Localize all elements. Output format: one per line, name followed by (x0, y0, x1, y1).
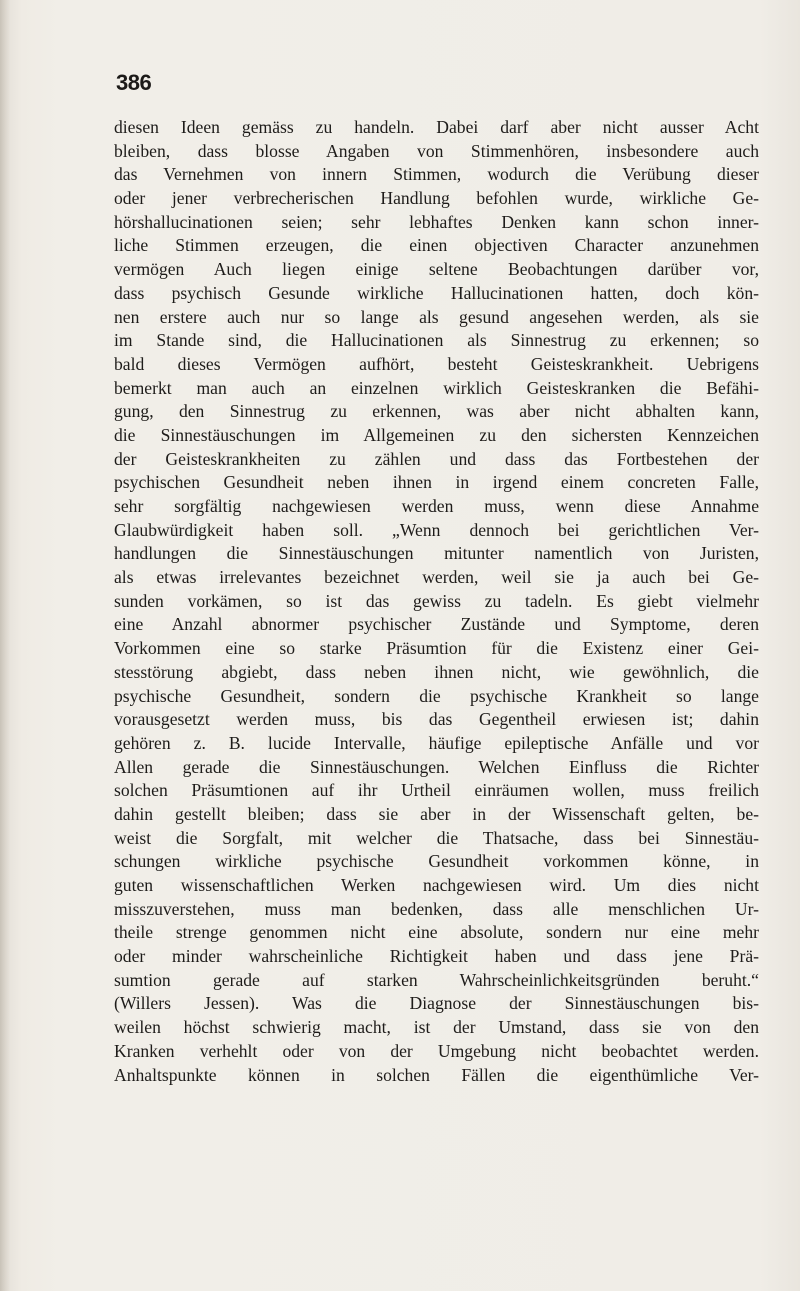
text-line: vorausgesetzt werden muss, bis das Gegentheil erwiesen ist; dahin (114, 709, 759, 730)
text-line: solchen Präsumtionen auf ihr Urtheil einräumen wollen, muss freilich (114, 780, 759, 801)
text-line: diesen Ideen gemäss zu handeln. Dabei darf aber nicht ausser Acht (114, 117, 759, 137)
body-text (114, 116, 759, 1087)
text-line: guten wissenschaftlichen Werken nachgewiesen wird. Um dies nicht (114, 875, 759, 895)
text-line: bemerkt man auch an einzelnen wirklich Geisteskranken die Befähi- (114, 377, 759, 398)
text-line: Anhaltspunkte können in solchen Fällen die eigenthümliche Ver- (114, 1064, 759, 1085)
text-line: vermögen Auch liegen einige seltene Beobachtungen darüber vor, (114, 259, 759, 280)
text-line: gehören z. B. lucide Intervalle, häufige epileptische Anfälle und vor (114, 732, 759, 753)
text-line: sunden vorkämen, so ist das gewiss zu tadeln. Es giebt vielmehr (114, 590, 759, 611)
text-line: hörshallucinationen seien; sehr lebhaftes Denken kann schon inner- (114, 211, 759, 232)
text-line: gung, den Sinnestrug zu erkennen, was aber nicht abhalten kann, (114, 401, 759, 422)
text-line: im Stande sind, die Hallucinationen als Sinnestrug zu erkennen; so (114, 330, 759, 351)
text-line: Allen gerade die Sinnestäuschungen. Welchen Einfluss die Richter (114, 756, 759, 777)
text-line: Glaubwürdigkeit haben soll. „Wenn dennoch bei gerichtlichen Ver- (114, 519, 759, 540)
text-line: psychischen Gesundheit neben ihnen in irgend einem concreten Falle, (114, 472, 759, 493)
text-line: weilen höchst schwierig macht, ist der Umstand, dass sie von den (114, 1017, 759, 1038)
text-line: handlungen die Sinnestäuschungen mitunter namentlich von Juristen, (114, 543, 759, 564)
text-line: psychische Gesundheit, sondern die psychische Krankheit so lange (114, 685, 759, 706)
text-line: weist die Sorgfalt, mit welcher die Thatsache, dass bei Sinnestäu- (114, 827, 759, 848)
text-line: das Vernehmen von innern Stimmen, wodurch die Verübung dieser (114, 164, 759, 185)
text-line: oder minder wahrscheinliche Richtigkeit haben und dass jene Prä- (114, 946, 759, 967)
text-line: sehr sorgfältig nachgewiesen werden muss, wenn diese Annahme (114, 496, 759, 516)
text-line: (Willers Jessen). Was die Diagnose der Sinnestäuschungen bis- (114, 993, 759, 1014)
text-line: die Sinnestäuschungen im Allgemeinen zu den sichersten Kennzeichen (114, 424, 759, 445)
text-line: eine Anzahl abnormer psychischer Zustände und Symptome, deren (114, 614, 759, 635)
text-line: als etwas irrelevantes bezeichnet werden, weil sie ja auch bei Ge- (114, 567, 759, 588)
text-line: Kranken verhehlt oder von der Umgebung nicht beobachtet werden. (114, 1040, 759, 1061)
text-line: dass psychisch Gesunde wirkliche Hallucinationen hatten, doch kön- (114, 282, 759, 303)
text-line: oder jener verbrecherischen Handlung befohlen wurde, wirkliche Ge- (114, 188, 759, 209)
page-spine-shadow (0, 0, 10, 1291)
text-line: Vorkommen eine so starke Präsumtion für die Existenz einer Gei- (114, 638, 759, 659)
page-number: 386 (116, 70, 152, 95)
text-line: stesstörung abgiebt, dass neben ihnen nicht, wie gewöhnlich, die (114, 661, 759, 682)
text-line: misszuverstehen, muss man bedenken, dass alle menschlichen Ur- (114, 898, 759, 919)
text-line: sumtion gerade auf starken Wahrscheinlichkeitsgründen beruht.“ (114, 969, 759, 990)
text-line: der Geisteskrankheiten zu zählen und dass das Fortbestehen der (114, 448, 759, 469)
text-line: bald dieses Vermögen aufhört, besteht Geisteskrankheit. Uebrigens (114, 353, 759, 374)
text-line: schungen wirkliche psychische Gesundheit vorkommen könne, in (114, 851, 759, 872)
text-line: nen erstere auch nur so lange als gesund angesehen werden, als sie (114, 306, 759, 327)
text-line: liche Stimmen erzeugen, die einen objectiven Character anzunehmen (114, 235, 759, 256)
text-line: bleiben, dass blosse Angaben von Stimmenhören, insbesondere auch (114, 140, 759, 161)
text-line: theile strenge genommen nicht eine absolute, sondern nur eine mehr (114, 922, 759, 943)
text-line: dahin gestellt bleiben; dass sie aber in der Wissenschaft gelten, be- (114, 803, 759, 824)
